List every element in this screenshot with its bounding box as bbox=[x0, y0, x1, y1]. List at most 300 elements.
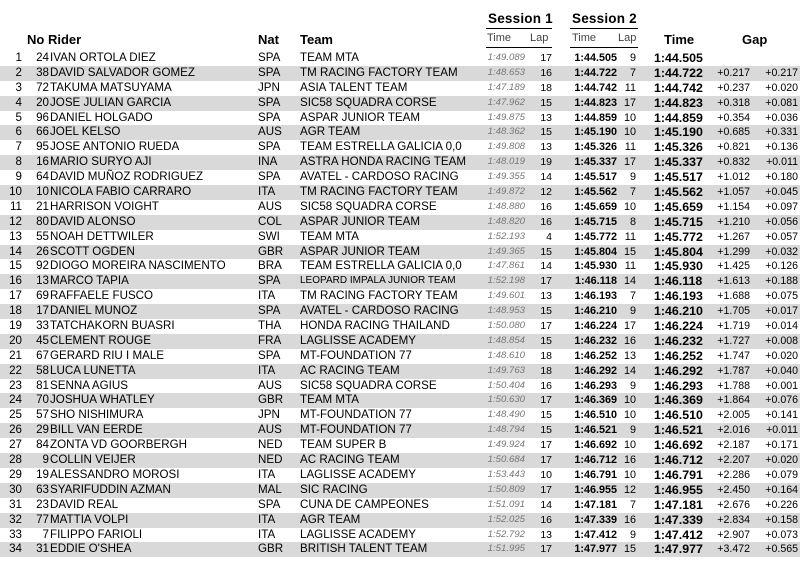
table-row bbox=[0, 453, 800, 468]
best-time-cell: 1:46.224 bbox=[654, 319, 703, 334]
session2-lap-cell: 10 bbox=[623, 126, 636, 139]
session2-time-cell: 1:46.210 bbox=[574, 305, 617, 318]
nat-header: Nat bbox=[258, 32, 279, 47]
best-time-cell: 1:46.791 bbox=[654, 467, 703, 482]
rider-name-cell: ZONTA VD GOORBERGH bbox=[50, 438, 187, 452]
gap-to-first-cell: +2.907 bbox=[717, 528, 750, 541]
session2-lap-cell: 9 bbox=[629, 528, 636, 541]
position-cell: 2 bbox=[15, 65, 22, 79]
position-cell: 9 bbox=[15, 170, 22, 184]
session2-lap-cell: 17 bbox=[623, 156, 636, 169]
rider-name-cell: BILL VAN EERDE bbox=[50, 423, 143, 437]
gap-to-first-cell: +2.450 bbox=[717, 483, 750, 496]
position-cell: 8 bbox=[15, 155, 22, 169]
gap-to-first-cell: +1.788 bbox=[717, 379, 750, 392]
team-cell: ASPAR JUNIOR TEAM bbox=[300, 244, 421, 258]
session1-time-cell: 1:50.684 bbox=[487, 454, 525, 466]
nationality-cell: SWI bbox=[258, 229, 280, 243]
rider-number-cell: 57 bbox=[36, 408, 49, 422]
rider-number-cell: 66 bbox=[36, 125, 49, 139]
nationality-cell: SPA bbox=[258, 51, 281, 64]
table-row bbox=[0, 304, 800, 319]
rider-name-cell: GERARD RIU I MALE bbox=[50, 348, 165, 362]
session2-lap-cell: 7 bbox=[629, 290, 636, 303]
best-time-cell: 1:44.859 bbox=[654, 110, 703, 125]
best-time-cell: 1:47.339 bbox=[654, 512, 703, 527]
nationality-cell: ITA bbox=[258, 185, 276, 199]
table-row bbox=[0, 408, 800, 423]
table-row bbox=[0, 215, 800, 230]
gap-to-previous-cell: +0.217 bbox=[765, 66, 798, 79]
position-cell: 30 bbox=[9, 482, 22, 496]
team-cell: MT-FOUNDATION 77 bbox=[300, 348, 412, 362]
rider-number-cell: 84 bbox=[36, 438, 49, 452]
rider-number-cell: 26 bbox=[36, 244, 49, 258]
gap-to-previous-cell: +0.180 bbox=[765, 171, 798, 184]
rider-number-cell: 20 bbox=[36, 95, 49, 109]
s2-lap-header: Lap bbox=[618, 32, 637, 44]
table-row bbox=[0, 66, 800, 81]
session2-lap-cell: 10 bbox=[623, 468, 636, 481]
position-cell: 23 bbox=[9, 378, 22, 392]
rider-name-cell: JOSE JULIAN GARCIA bbox=[50, 95, 172, 109]
session2-time-cell: 1:47.181 bbox=[574, 498, 617, 511]
position-cell: 4 bbox=[15, 95, 22, 109]
table-row bbox=[0, 438, 800, 453]
gap-to-previous-cell: +0.014 bbox=[765, 320, 798, 333]
gap-to-previous-cell: +0.011 bbox=[766, 156, 798, 169]
team-cell: AC RACING TEAM bbox=[300, 363, 400, 377]
gap-to-previous-cell: +0.056 bbox=[765, 215, 798, 228]
gap-to-first-cell: +2.187 bbox=[717, 439, 750, 452]
team-cell: TM RACING FACTORY TEAM bbox=[300, 65, 458, 79]
session1-lap-cell: 18 bbox=[540, 81, 552, 94]
gap-to-first-cell: +2.676 bbox=[717, 498, 750, 511]
rider-name-cell: LUCA LUNETTA bbox=[50, 363, 136, 377]
rider-number-cell: 67 bbox=[36, 348, 49, 362]
rider-number-cell: 72 bbox=[36, 80, 49, 94]
session1-lap-cell: 13 bbox=[540, 290, 552, 303]
session2-time-cell: 1:46.510 bbox=[574, 409, 617, 422]
team-cell: LAGLISSE ACADEMY bbox=[300, 527, 416, 541]
gap-to-first-cell: +0.832 bbox=[717, 156, 750, 169]
gap-to-previous-cell: +0.136 bbox=[765, 141, 798, 154]
session1-time-cell: 1:48.610 bbox=[487, 349, 525, 361]
gap-to-previous-cell: +0.073 bbox=[765, 528, 798, 541]
session1-time-cell: 1:49.365 bbox=[487, 245, 525, 257]
session1-lap-cell: 15 bbox=[540, 245, 552, 258]
nationality-cell: GBR bbox=[258, 244, 284, 258]
gap-to-previous-cell: +0.011 bbox=[766, 424, 798, 437]
gap-to-first-cell: +1.057 bbox=[717, 186, 750, 199]
table-row bbox=[0, 379, 800, 394]
session2-header: Session 2 bbox=[572, 11, 637, 26]
session1-time-cell: 1:50.809 bbox=[487, 483, 525, 495]
session2-lap-cell: 7 bbox=[629, 186, 636, 199]
session1-lap-cell: 15 bbox=[540, 96, 552, 109]
table-row bbox=[0, 528, 800, 543]
nationality-cell: GBR bbox=[258, 393, 284, 407]
team-header: Team bbox=[300, 32, 333, 47]
rider-name-cell: MATTIA VOLPI bbox=[50, 512, 129, 526]
rider-name-cell: DAVID ALONSO bbox=[50, 214, 136, 228]
table-row bbox=[0, 51, 800, 66]
best-time-cell: 1:46.692 bbox=[654, 438, 703, 453]
session1-time-cell: 1:52.193 bbox=[487, 230, 525, 242]
team-cell: TM RACING FACTORY TEAM bbox=[300, 185, 458, 199]
team-cell: TM RACING FACTORY TEAM bbox=[300, 289, 458, 303]
best-time-cell: 1:45.659 bbox=[654, 199, 703, 214]
rider-number-cell: 21 bbox=[36, 199, 49, 213]
gap-to-previous-cell: +0.097 bbox=[765, 200, 798, 213]
nationality-cell: ITA bbox=[258, 512, 276, 526]
gap-to-first-cell: +1.864 bbox=[717, 394, 750, 407]
gap-to-first-cell: +0.217 bbox=[717, 66, 750, 79]
rider-name-cell: COLLIN VEIJER bbox=[50, 453, 136, 467]
no-rider-header: No Rider bbox=[27, 32, 82, 47]
best-time-cell: 1:45.326 bbox=[654, 140, 703, 155]
nationality-cell: AUS bbox=[258, 125, 282, 139]
rider-name-cell: ALESSANDRO MOROSI bbox=[50, 467, 180, 481]
gap-to-first-cell: +1.299 bbox=[717, 245, 750, 258]
session1-lap-cell: 14 bbox=[540, 498, 552, 511]
gap-to-previous-cell: +0.020 bbox=[765, 454, 798, 467]
table-row bbox=[0, 393, 800, 408]
rider-number-cell: 38 bbox=[36, 65, 49, 79]
best-time-cell: 1:45.562 bbox=[654, 185, 703, 200]
session1-lap-cell: 17 bbox=[540, 394, 552, 407]
gap-to-first-cell: +1.154 bbox=[717, 200, 750, 213]
nationality-cell: SPA bbox=[258, 348, 281, 362]
nationality-cell: COL bbox=[258, 214, 282, 228]
session1-lap-cell: 18 bbox=[540, 349, 552, 362]
rider-name-cell: DIOGO MOREIRA NASCIMENTO bbox=[50, 259, 226, 273]
position-cell: 14 bbox=[9, 244, 22, 258]
team-cell: ASPAR JUNIOR TEAM bbox=[300, 110, 421, 124]
session1-lap-cell: 13 bbox=[540, 111, 552, 124]
gap-to-first-cell: +1.787 bbox=[717, 364, 750, 377]
nationality-cell: NED bbox=[258, 453, 283, 467]
session1-time-cell: 1:47.962 bbox=[487, 96, 525, 108]
session1-lap-cell: 17 bbox=[540, 275, 552, 288]
gap-to-first-cell: +1.747 bbox=[717, 349, 750, 362]
session2-time-cell: 1:47.412 bbox=[574, 528, 617, 541]
team-cell: SIC RACING bbox=[300, 482, 368, 496]
nationality-cell: ITA bbox=[258, 467, 276, 481]
rider-name-cell: SCOTT OGDEN bbox=[50, 244, 135, 258]
s2-subheader-underline bbox=[570, 47, 638, 48]
table-row bbox=[0, 498, 800, 513]
session1-lap-cell: 15 bbox=[540, 424, 552, 437]
session2-lap-cell: 8 bbox=[629, 215, 636, 228]
session2-lap-cell: 17 bbox=[623, 320, 636, 333]
session2-underline bbox=[570, 28, 638, 29]
session2-time-cell: 1:46.293 bbox=[574, 379, 617, 392]
position-cell: 22 bbox=[9, 363, 22, 377]
session2-time-cell: 1:47.977 bbox=[574, 543, 617, 556]
team-cell: MT-FOUNDATION 77 bbox=[300, 423, 412, 437]
gap-to-previous-cell: +0.008 bbox=[765, 334, 798, 347]
gap-to-first-cell: +3.472 bbox=[717, 543, 750, 556]
session1-time-cell: 1:52.198 bbox=[487, 275, 525, 287]
session2-time-cell: 1:46.692 bbox=[574, 439, 617, 452]
session2-lap-cell: 11 bbox=[624, 81, 636, 94]
session1-header: Session 1 bbox=[488, 11, 553, 26]
gap-to-first-cell: +1.727 bbox=[717, 334, 750, 347]
session2-time-cell: 1:45.772 bbox=[574, 230, 617, 243]
session1-time-cell: 1:48.362 bbox=[487, 126, 525, 138]
best-time-cell: 1:46.510 bbox=[654, 408, 703, 423]
session1-time-cell: 1:49.763 bbox=[487, 364, 525, 376]
nationality-cell: ITA bbox=[258, 527, 276, 541]
position-cell: 20 bbox=[9, 333, 22, 347]
rider-name-cell: MARIO SURYO AJI bbox=[50, 155, 152, 169]
session1-time-cell: 1:49.601 bbox=[487, 290, 525, 302]
session1-lap-cell: 15 bbox=[540, 409, 552, 422]
session2-lap-cell: 16 bbox=[623, 454, 636, 467]
best-time-cell: 1:45.804 bbox=[654, 244, 703, 259]
team-cell: LAGLISSE ACADEMY bbox=[300, 467, 416, 481]
nationality-cell: INA bbox=[258, 155, 278, 169]
rider-number-cell: 13 bbox=[36, 274, 49, 288]
rider-number-cell: 64 bbox=[36, 170, 49, 184]
session1-lap-cell: 16 bbox=[540, 379, 552, 392]
rider-name-cell: SENNA AGIUS bbox=[50, 378, 128, 392]
session2-time-cell: 1:46.118 bbox=[574, 275, 617, 288]
rider-number-cell: 95 bbox=[36, 140, 49, 154]
session1-lap-cell: 13 bbox=[540, 528, 552, 541]
session2-lap-cell: 16 bbox=[623, 334, 636, 347]
session2-time-cell: 1:46.521 bbox=[574, 424, 617, 437]
s1-subheader-underline bbox=[486, 47, 552, 48]
position-cell: 31 bbox=[9, 497, 22, 511]
session1-time-cell: 1:49.808 bbox=[487, 141, 525, 153]
session1-time-cell: 1:49.924 bbox=[487, 439, 525, 451]
gap-to-first-cell: +1.012 bbox=[717, 171, 750, 184]
session1-lap-cell: 14 bbox=[540, 171, 552, 184]
session2-time-cell: 1:47.339 bbox=[574, 513, 617, 526]
rider-number-cell: 33 bbox=[36, 319, 49, 333]
gap-to-previous-cell: +0.081 bbox=[765, 96, 798, 109]
rider-name-cell: DAVID MUÑOZ RODRIGUEZ bbox=[50, 170, 204, 184]
rider-name-cell: JOSE ANTONIO RUEDA bbox=[50, 140, 180, 154]
team-cell: ASIA TALENT TEAM bbox=[300, 80, 408, 94]
nationality-cell: SPA bbox=[258, 497, 281, 511]
position-cell: 27 bbox=[9, 438, 22, 452]
table-row bbox=[0, 468, 800, 483]
team-cell: LEOPARD IMPALA JUNIOR TEAM bbox=[300, 275, 456, 287]
session1-time-cell: 1:48.953 bbox=[487, 305, 525, 317]
nationality-cell: ITA bbox=[258, 363, 276, 377]
gap-to-first-cell: +2.834 bbox=[717, 513, 750, 526]
session1-lap-cell: 14 bbox=[540, 260, 552, 273]
session1-lap-cell: 10 bbox=[540, 468, 552, 481]
session2-lap-cell: 13 bbox=[623, 349, 636, 362]
table-row bbox=[0, 170, 800, 185]
rider-number-cell: 9 bbox=[42, 453, 49, 467]
gap-to-previous-cell: +0.079 bbox=[765, 468, 798, 481]
session2-time-cell: 1:44.823 bbox=[574, 96, 617, 109]
table-row bbox=[0, 483, 800, 498]
session1-lap-cell: 19 bbox=[540, 156, 552, 169]
session1-time-cell: 1:48.490 bbox=[487, 409, 525, 421]
session1-lap-cell: 13 bbox=[540, 141, 552, 154]
team-cell: ASTRA HONDA RACING TEAM bbox=[300, 155, 466, 169]
session1-time-cell: 1:52.792 bbox=[487, 528, 525, 540]
gap-to-first-cell: +1.425 bbox=[717, 260, 750, 273]
best-time-cell: 1:47.181 bbox=[654, 497, 703, 512]
rider-number-cell: 69 bbox=[36, 289, 49, 303]
gap-to-first-cell: +2.286 bbox=[717, 468, 750, 481]
team-cell: SIC58 SQUADRA CORSE bbox=[300, 199, 437, 213]
session2-lap-cell: 17 bbox=[623, 96, 636, 109]
rider-name-cell: DANIEL HOLGADO bbox=[50, 110, 153, 124]
session1-lap-cell: 15 bbox=[540, 305, 552, 318]
session2-time-cell: 1:46.292 bbox=[574, 364, 617, 377]
session1-time-cell: 1:47.189 bbox=[487, 81, 525, 93]
gap-to-previous-cell: +0.036 bbox=[765, 111, 798, 124]
position-cell: 19 bbox=[9, 319, 22, 333]
gap-to-first-cell: +2.207 bbox=[717, 454, 750, 467]
session2-time-cell: 1:46.369 bbox=[574, 394, 617, 407]
table-row bbox=[0, 423, 800, 438]
gap-to-first-cell: +2.005 bbox=[717, 409, 750, 422]
gap-to-previous-cell: +0.057 bbox=[765, 230, 798, 243]
best-time-cell: 1:46.210 bbox=[654, 304, 703, 319]
best-time-cell: 1:46.292 bbox=[654, 363, 703, 378]
session2-time-cell: 1:46.193 bbox=[574, 290, 617, 303]
gap-to-previous-cell: +0.331 bbox=[765, 126, 798, 139]
nationality-cell: MAL bbox=[258, 482, 282, 496]
rider-number-cell: 31 bbox=[36, 542, 49, 556]
rider-name-cell: DANIEL MUNOZ bbox=[50, 304, 138, 318]
table-row bbox=[0, 125, 800, 140]
gap-to-previous-cell: +0.045 bbox=[765, 186, 798, 199]
nationality-cell: SPA bbox=[258, 110, 281, 124]
session2-time-cell: 1:46.252 bbox=[574, 349, 617, 362]
position-cell: 1 bbox=[15, 51, 22, 64]
session2-lap-cell: 15 bbox=[623, 543, 636, 556]
best-time-cell: 1:44.505 bbox=[654, 51, 703, 65]
session1-time-cell: 1:48.820 bbox=[487, 215, 525, 227]
session1-lap-cell: 16 bbox=[540, 215, 552, 228]
session2-time-cell: 1:45.517 bbox=[574, 171, 617, 184]
session2-time-cell: 1:45.562 bbox=[574, 186, 617, 199]
rider-number-cell: 19 bbox=[36, 467, 49, 481]
s1-time-header: Time bbox=[487, 32, 512, 44]
table-row bbox=[0, 334, 800, 349]
rider-name-cell: DAVID REAL bbox=[50, 497, 119, 511]
table-row bbox=[0, 319, 800, 334]
session2-time-cell: 1:45.326 bbox=[574, 141, 617, 154]
session2-lap-cell: 7 bbox=[629, 498, 636, 511]
table-row bbox=[0, 155, 800, 170]
team-cell: TEAM SUPER B bbox=[300, 438, 387, 452]
team-cell: TEAM MTA bbox=[300, 229, 360, 243]
nationality-cell: SPA bbox=[258, 304, 281, 318]
rider-name-cell: FILIPPO FARIOLI bbox=[50, 527, 143, 541]
table-row bbox=[0, 185, 800, 200]
table-row bbox=[0, 111, 800, 126]
rider-number-cell: 16 bbox=[36, 155, 49, 169]
rider-number-cell: 77 bbox=[36, 512, 49, 526]
session1-time-cell: 1:50.404 bbox=[487, 379, 525, 391]
session1-lap-cell: 18 bbox=[540, 364, 552, 377]
session1-lap-cell: 17 bbox=[540, 439, 552, 452]
session1-lap-cell: 17 bbox=[540, 543, 552, 556]
gap-to-first-cell: +0.237 bbox=[717, 81, 750, 94]
session1-time-cell: 1:50.630 bbox=[487, 394, 525, 406]
session1-time-cell: 1:53.443 bbox=[487, 468, 525, 480]
best-time-cell: 1:46.293 bbox=[654, 378, 703, 393]
rider-number-cell: 70 bbox=[36, 393, 49, 407]
nationality-cell: JPN bbox=[258, 80, 280, 94]
session2-lap-cell: 11 bbox=[624, 230, 636, 243]
session1-time-cell: 1:47.861 bbox=[487, 260, 525, 272]
position-cell: 17 bbox=[9, 289, 22, 303]
best-time-cell: 1:45.772 bbox=[654, 229, 703, 244]
session1-time-cell: 1:48.880 bbox=[487, 200, 525, 212]
best-time-cell: 1:44.722 bbox=[654, 65, 703, 80]
gap-to-first-cell: +1.705 bbox=[717, 305, 750, 318]
session2-lap-cell: 10 bbox=[623, 439, 636, 452]
position-cell: 7 bbox=[15, 140, 22, 154]
session2-time-cell: 1:45.715 bbox=[574, 215, 617, 228]
nationality-cell: GBR bbox=[258, 542, 284, 556]
team-cell: MT-FOUNDATION 77 bbox=[300, 408, 412, 422]
position-cell: 10 bbox=[9, 185, 22, 199]
session1-time-cell: 1:50.080 bbox=[487, 320, 525, 332]
best-time-cell: 1:45.930 bbox=[654, 259, 703, 274]
rider-number-cell: 92 bbox=[36, 259, 49, 273]
gap-to-first-cell: +1.267 bbox=[717, 230, 750, 243]
team-cell: AGR TEAM bbox=[300, 512, 361, 526]
rider-name-cell: MARCO TAPIA bbox=[50, 274, 129, 288]
table-row bbox=[0, 364, 800, 379]
session2-time-cell: 1:44.742 bbox=[574, 81, 617, 94]
position-cell: 26 bbox=[9, 423, 22, 437]
session1-lap-cell: 17 bbox=[540, 52, 552, 64]
best-time-cell: 1:46.521 bbox=[654, 423, 703, 438]
best-time-cell: 1:45.715 bbox=[654, 214, 703, 229]
session2-time-cell: 1:45.804 bbox=[574, 245, 617, 258]
results-table bbox=[0, 51, 800, 557]
rider-number-cell: 10 bbox=[36, 185, 49, 199]
position-cell: 25 bbox=[9, 408, 22, 422]
session2-lap-cell: 16 bbox=[623, 513, 636, 526]
table-row bbox=[0, 200, 800, 215]
position-cell: 24 bbox=[9, 393, 22, 407]
session2-lap-cell: 9 bbox=[629, 171, 636, 184]
best-time-cell: 1:45.190 bbox=[654, 125, 703, 140]
position-cell: 28 bbox=[9, 453, 22, 467]
rider-number-cell: 58 bbox=[36, 363, 49, 377]
position-cell: 6 bbox=[15, 125, 22, 139]
s1-lap-header: Lap bbox=[530, 32, 549, 44]
table-row bbox=[0, 259, 800, 274]
rider-name-cell: NICOLA FABIO CARRARO bbox=[50, 185, 192, 199]
gap-to-previous-cell: +0.565 bbox=[765, 543, 798, 556]
rider-number-cell: 55 bbox=[36, 229, 49, 243]
session1-underline bbox=[486, 28, 552, 29]
best-time-cell: 1:46.118 bbox=[654, 274, 703, 289]
rider-name-cell: JOEL KELSO bbox=[50, 125, 121, 139]
team-cell: TEAM ESTRELLA GALICIA 0,0 bbox=[300, 140, 462, 154]
rider-number-cell: 23 bbox=[36, 497, 49, 511]
session1-time-cell: 1:52.025 bbox=[487, 513, 525, 525]
table-row bbox=[0, 245, 800, 260]
gap-to-first-cell: +1.210 bbox=[717, 215, 750, 228]
